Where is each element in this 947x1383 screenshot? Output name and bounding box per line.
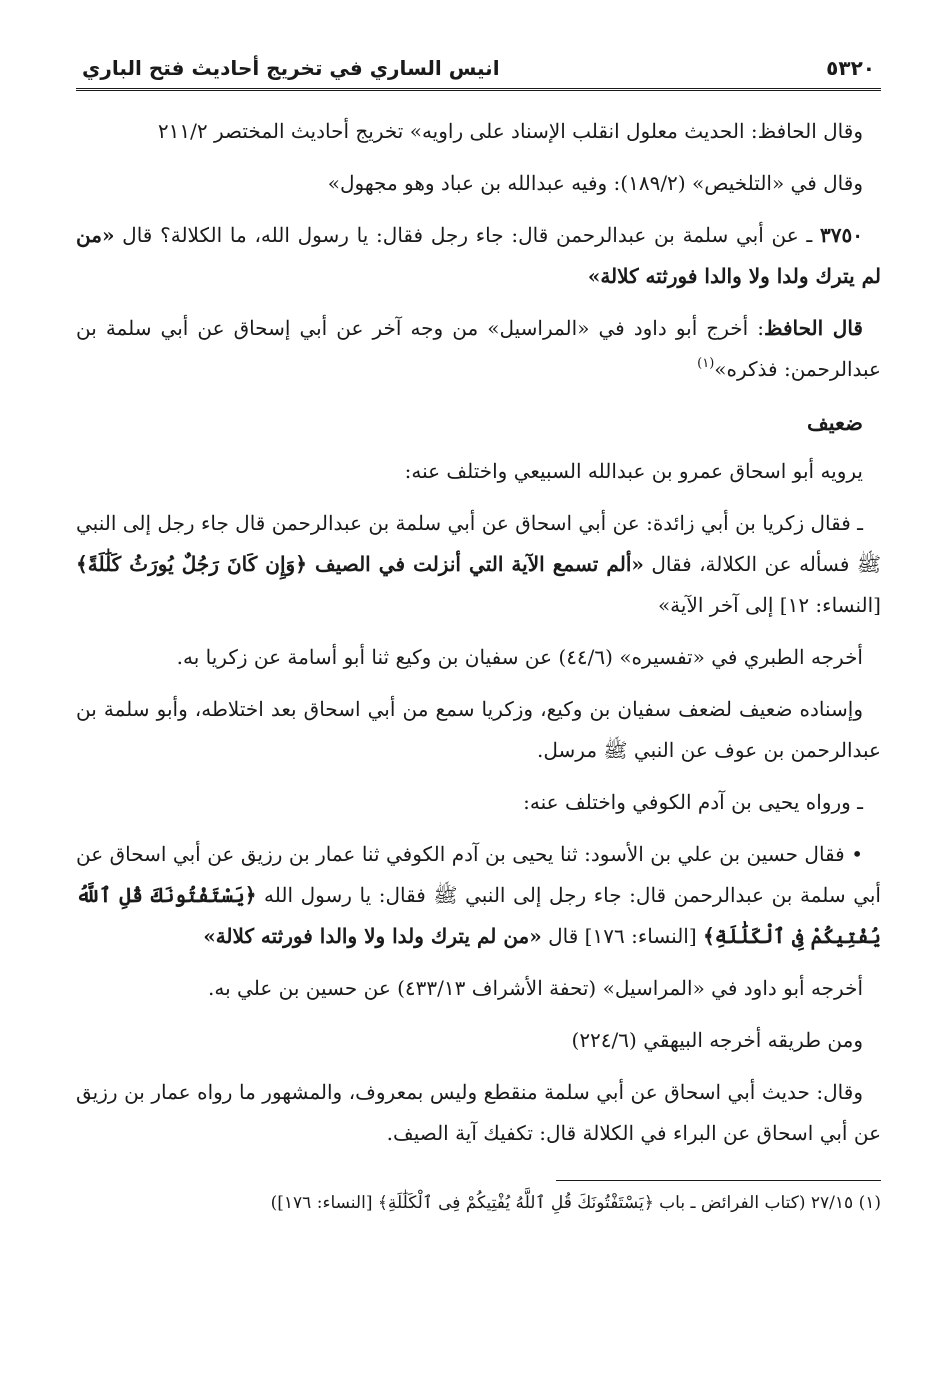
paragraph-zakariya: ـ فقال زكريا بن أبي زائدة: عن أبي اسحاق عن أبي سلمة بن عبدالرحمن قال جاء رجل إلى النبي ﷺ فسأله عن الكلالة، فقال «ألم تسمع الآية التي أنزلت في الصيف ﴿وَإِن كَانَ رَجُلٌ يُورَثُ كَلَٰلَةً﴾ [النساء: ١٢] إلى آخر الآية» (76, 511, 881, 617)
paragraph-husayn: • فقال حسين بن علي بن الأسود: ثنا يحيى بن آدم الكوفي ثنا عمار بن رزيق عن أبي اسحاق عن أبي سلمة بن عبدالرحمن قال: جاء رجل إلى النبي ﷺ فقال: يا رسول الله ﴿يَسْتَفْتُونَكَ قُلِ ٱللَّهُ يُفْتِيكُمْ فِى ٱلْكَلَٰلَةِ﴾ [النساء: ١٧٦] قال «من لم يترك ولدا ولا والدا فورثته كلالة» (76, 842, 881, 948)
paragraph-talkhis: وقال في «التلخيص» (١٨٩/٢): وفيه عبدالله بن عباد وهو مجهول» (327, 171, 863, 195)
paragraph-chain-intro: يرويه أبو اسحاق عمرو بن عبدالله السبيعي واختلف عنه: (404, 459, 863, 483)
paragraph-hafiz-takhrij: قال الحافظ: أخرج أبو داود في «المراسيل» من وجه آخر عن أبي إسحاق عن أبي سلمة بن عبدالرحمن: فذكره»$^{(١)}$ (76, 316, 881, 381)
paragraph-isnad-weak: وإسناده ضعيف لضعف سفيان بن وكيع، وزكريا سمع من أبي اسحاق بعد اختلاطه، وأبو سلمة بن عبدالرحمن بن عوف عن النبي ﷺ مرسل. (76, 697, 881, 762)
quran-verse: ﴿يَسْتَفْتُونَكَ قُلِ ٱللَّهُ يُفْتِيكُمْ فِى ٱلْكَلَٰلَةِ﴾ (76, 883, 881, 948)
hadith-number: ٣٧٥٠ (820, 223, 863, 247)
paragraph-tabari: أخرجه الطبري في «تفسيره» (٤٤/٦) عن سفيان بن وكيع ثنا أبو أسامة عن زكريا به. (176, 645, 863, 669)
prophet-quote: «من لم يترك ولدا ولا والدا فورثته كلالة» (76, 223, 881, 288)
footnote-divider (556, 1180, 881, 1181)
main-text (76, 111, 881, 1154)
quote-summer-verse: «ألم تسمع الآية التي أنزلت في الصيف ﴿وَإِن كَانَ رَجُلٌ يُورَثُ كَلَٰلَةً﴾ (76, 552, 644, 576)
book-page (76, 50, 881, 1217)
paragraph-hafiz-note: وقال الحافظ: الحديث معلول انقلب الإسناد على راويه» تخريج أحاديث المختصر ٢١١/٢ (157, 119, 863, 143)
hadith-3750: ٣٧٥٠ ـ عن أبي سلمة بن عبدالرحمن قال: جاء رجل فقال: يا رسول الله، ما الكلالة؟ قال «من لم يترك ولدا ولا والدا فورثته كلالة» (76, 223, 881, 288)
paragraph-bayhaqi: ومن طريقه أخرجه البيهقي (٢٢٤/٦) (571, 1028, 863, 1052)
paragraph-yahya: ـ ورواه يحيى بن آدم الكوفي واختلف عنه: (523, 790, 863, 814)
footnote-marker: (١) (697, 356, 715, 371)
paragraph-bayhaqi-comment: وقال: حديث أبي اسحاق عن أبي سلمة منقطع وليس بمعروف، والمشهور ما رواه عمار بن رزيق عن أبي اسحاق عن البراء في الكلالة قال: تكفيك آية الصيف. (76, 1080, 881, 1145)
footnote: (١) ٢٧/١٥ (كتاب الفرائض ـ باب ﴿يَسْتَفْتُونَكَ قُلِ ٱللَّهُ يُفْتِيكُمْ فِى ٱلْكَلَٰلَةِ﴾ [النساء: ١٧٦]) (270, 1193, 881, 1213)
page-number: ٥٣٢٠ (826, 56, 875, 80)
grade-heading: ضعيف (806, 410, 863, 435)
prophet-quote: «من لم يترك ولدا ولا والدا فورثته كلالة» (203, 924, 542, 948)
hafiz-label: قال الحافظ (763, 316, 863, 340)
running-title: انيس الساري في تخريج أحاديث فتح الباري (82, 56, 500, 80)
page-header (76, 50, 881, 91)
paragraph-abu-dawud: أخرجه أبو داود في «المراسيل» (تحفة الأشراف ٤٣٣/١٣) عن حسين بن علي به. (208, 976, 863, 1000)
